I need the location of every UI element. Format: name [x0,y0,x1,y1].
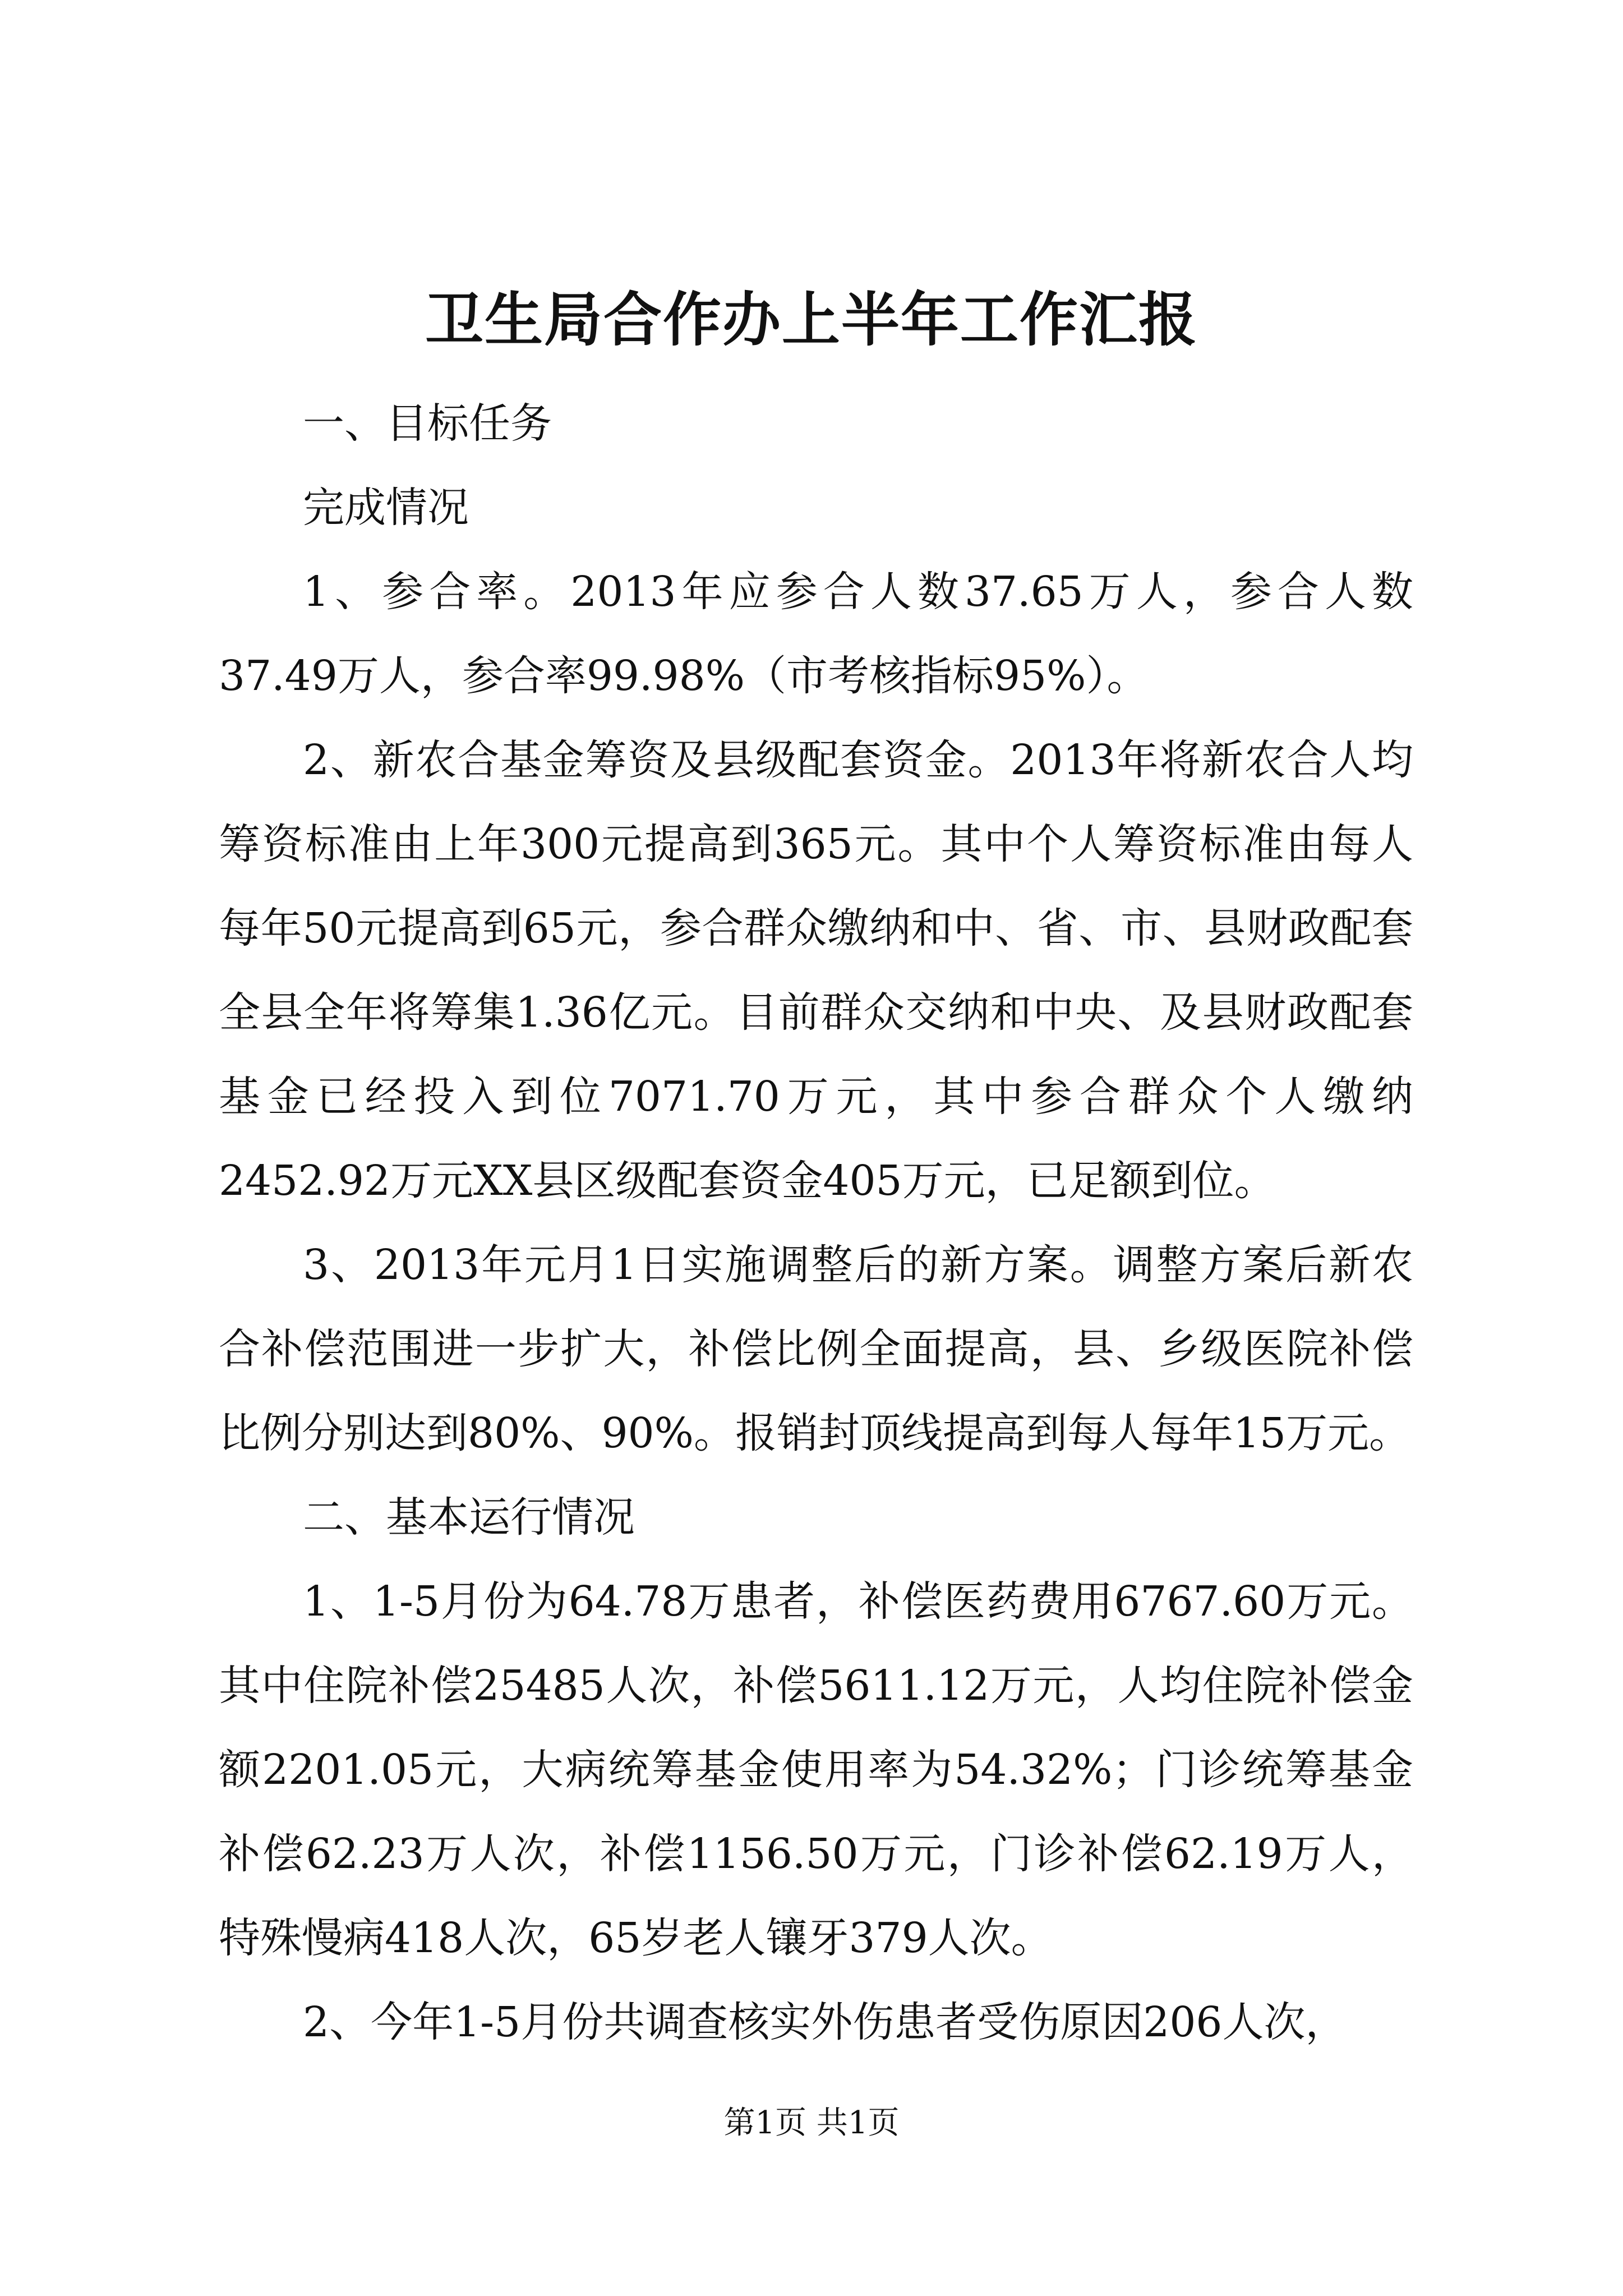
paragraph: 3、2013年元月1日实施调整后的新方案。调整方案后新农合补偿范围进一步扩大，补偿比例全面提高，县、乡级医院补偿比例分别达到80%、90%。报销封顶线提高到每人每年15万元。 [219,1241,1413,1457]
subsection-heading: 完成情况 [303,484,469,532]
paragraph: 1、参合率。2013年应参合人数37.65万人，参合人数37.49万人，参合率99.98%（市考核指标95%）。 [219,568,1413,700]
section-heading: 二、基本运行情况 [303,1493,635,1542]
paragraph: 2、今年1-5月份共调查核实外伤患者受伤原因206人次， [303,1998,1347,2046]
page-footer: 第1页 共1页 [723,2105,900,2141]
document-title: 卫生局合作办上半年工作汇报 [425,285,1198,354]
section-heading: 一、目标任务 [303,399,552,448]
paragraph: 2、新农合基金筹资及县级配套资金。2013年将新农合人均筹资标准由上年300元提高到365元。其中个人筹资标准由每人每年50元提高到65元，参合群众缴纳和中、省、市、县财政配套全县全年将筹集1.36亿元。目前群众交纳和中央、及县财政配套基金已经投入到位7071.70万元，其中参合群众个人缴纳2452.92万元XX县区级配套资金405万元，已足额到位。 [219,736,1413,1205]
document-body [219,381,1413,2064]
paragraph: 1、1-5月份为64.78万患者，补偿医药费用6767.60万元。其中住院补偿25485人次，补偿5611.12万元，人均住院补偿金额2201.05元，大病统筹基金使用率为54.32%；门诊统筹基金补偿62.23万人次，补偿1156.50万元，门诊补偿62.19万人，特殊慢病418人次，65岁老人镶牙379人次。 [219,1577,1413,1962]
